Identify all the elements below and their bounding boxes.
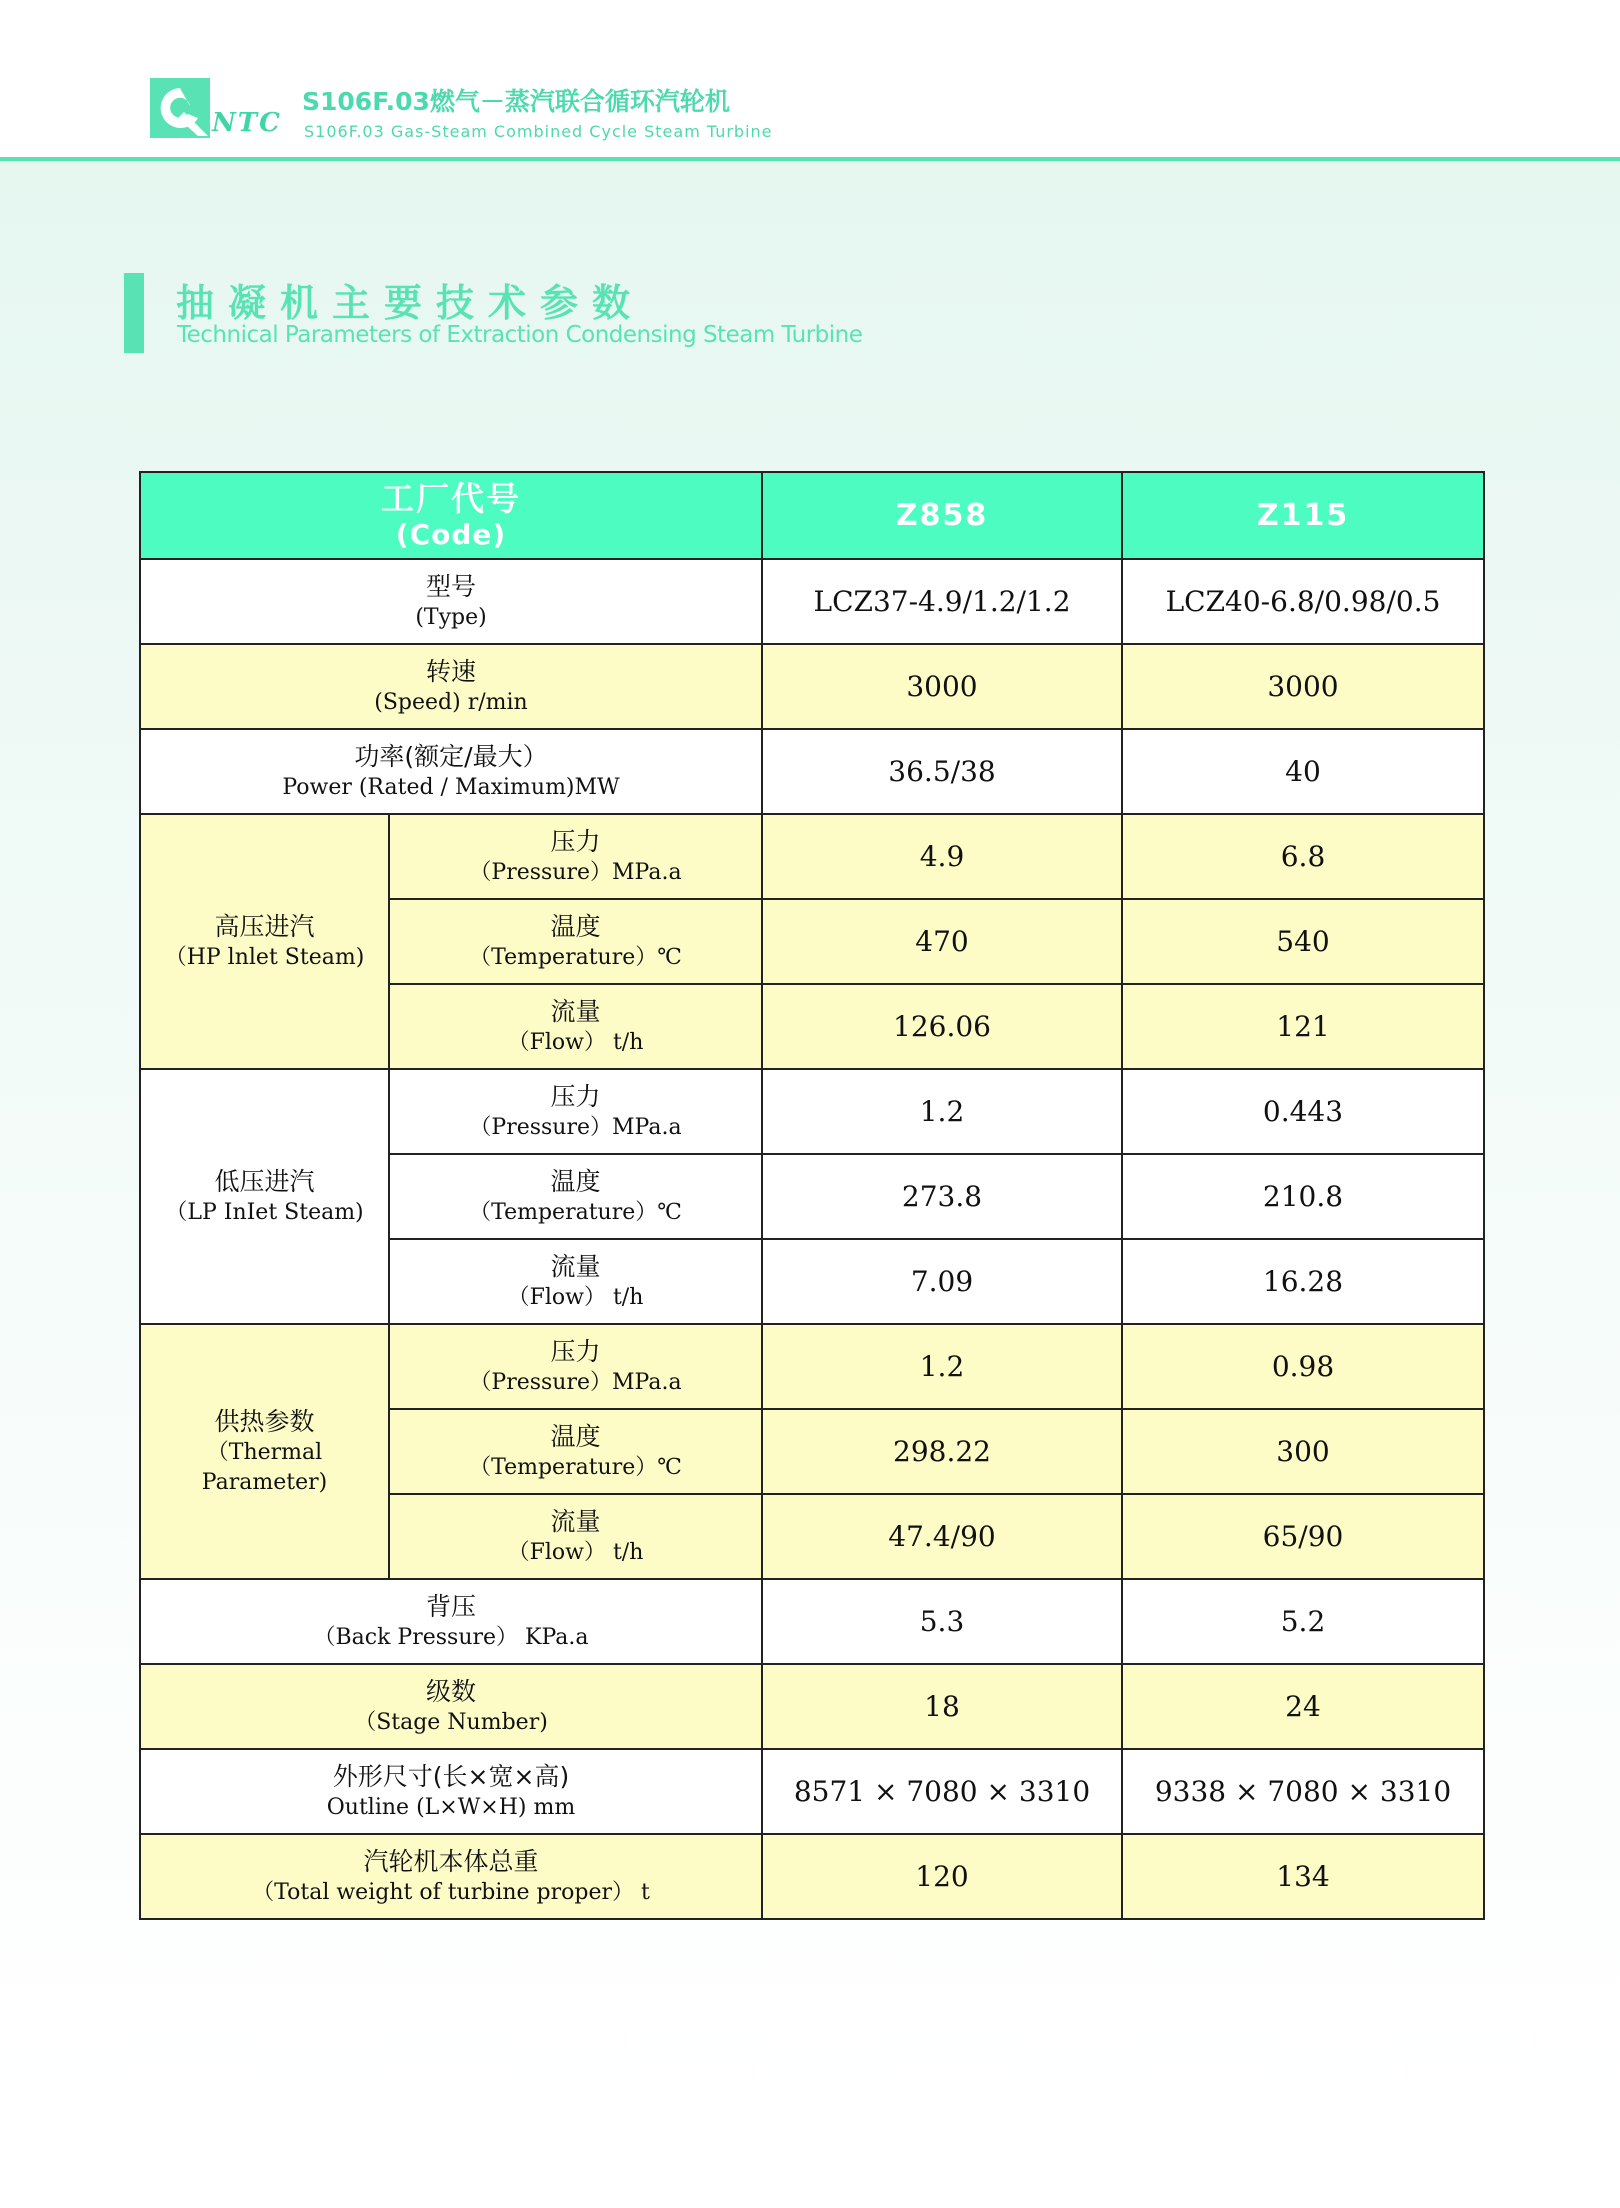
header-col-z115: Z115 <box>1122 472 1484 559</box>
section-title-cn: 抽凝机主要技术参数 <box>176 281 645 325</box>
row-label: 背压 （Back Pressure） KPa.a <box>140 1579 762 1664</box>
cell-value: 5.2 <box>1122 1579 1484 1664</box>
brand-name: NTC <box>212 108 282 138</box>
cell-value: 121 <box>1122 984 1484 1069</box>
sub-label: 流量 （Flow） t/h <box>389 1239 762 1324</box>
cell-value: 4.9 <box>762 814 1122 899</box>
cell-value: 7.09 <box>762 1239 1122 1324</box>
cell-value: 8571 × 7080 × 3310 <box>762 1749 1122 1834</box>
cell-value: 65/90 <box>1122 1494 1484 1579</box>
sub-label: 压力 （Pressure）MPa.a <box>389 1324 762 1409</box>
cell-value: 134 <box>1122 1834 1484 1919</box>
table-header-row <box>140 472 1484 559</box>
row-label: 外形尺寸(长×宽×高) Outline (L×W×H) mm <box>140 1749 762 1834</box>
section-accent-bar <box>124 273 144 353</box>
sub-label: 流量 （Flow） t/h <box>389 984 762 1069</box>
sub-label: 压力 （Pressure）MPa.a <box>389 814 762 899</box>
row-label: 级数 （Stage Number) <box>140 1664 762 1749</box>
row-label: 功率(额定/最大） Power (Rated / Maximum)MW <box>140 729 762 814</box>
table-row-speed <box>140 644 1484 729</box>
cell-value: 1.2 <box>762 1324 1122 1409</box>
cell-value: 126.06 <box>762 984 1122 1069</box>
table-row-lp-pressure <box>140 1069 1484 1154</box>
cell-value: 1.2 <box>762 1069 1122 1154</box>
cell-value: 6.8 <box>1122 814 1484 899</box>
cell-value: 40 <box>1122 729 1484 814</box>
header-col-z858: Z858 <box>762 472 1122 559</box>
table-row-outline <box>140 1749 1484 1834</box>
table-row-thermal-pressure <box>140 1324 1484 1409</box>
group-label-hp: 高压进汽 （HP lnlet Steam) <box>140 814 389 1069</box>
cell-value: 0.443 <box>1122 1069 1484 1154</box>
sub-label: 温度 （Temperature）℃ <box>389 1154 762 1239</box>
cell-value: LCZ40-6.8/0.98/0.5 <box>1122 559 1484 644</box>
cell-value: 5.3 <box>762 1579 1122 1664</box>
cell-value: 36.5/38 <box>762 729 1122 814</box>
table-row-hp-pressure <box>140 814 1484 899</box>
table-row-power <box>140 729 1484 814</box>
header-code-cell: 工厂代号 (Code) <box>140 472 762 559</box>
cell-value: 24 <box>1122 1664 1484 1749</box>
cell-value: 0.98 <box>1122 1324 1484 1409</box>
table-row-weight <box>140 1834 1484 1919</box>
cell-value: 3000 <box>762 644 1122 729</box>
table-row-type <box>140 559 1484 644</box>
cell-value: 120 <box>762 1834 1122 1919</box>
header-divider <box>0 157 1620 161</box>
section-title-en: Technical Parameters of Extraction Condensing Steam Turbine <box>177 322 863 348</box>
table-row-stages <box>140 1664 1484 1749</box>
header-title-cn: S106F.03燃气－蒸汽联合循环汽轮机 <box>302 87 730 116</box>
cell-value: 273.8 <box>762 1154 1122 1239</box>
cell-value: 470 <box>762 899 1122 984</box>
sub-label: 温度 （Temperature）℃ <box>389 1409 762 1494</box>
row-label: 汽轮机本体总重 （Total weight of turbine proper） t <box>140 1834 762 1919</box>
sub-label: 温度 （Temperature）℃ <box>389 899 762 984</box>
group-label-thermal: 供热参数 （Thermal Parameter) <box>140 1324 389 1579</box>
ntc-logo-icon <box>150 78 210 138</box>
cell-value: 9338 × 7080 × 3310 <box>1122 1749 1484 1834</box>
cell-value: LCZ37-4.9/1.2/1.2 <box>762 559 1122 644</box>
sub-label: 压力 （Pressure）MPa.a <box>389 1069 762 1154</box>
table-row-back-pressure <box>140 1579 1484 1664</box>
cell-value: 540 <box>1122 899 1484 984</box>
row-label: 型号 (Type) <box>140 559 762 644</box>
cell-value: 300 <box>1122 1409 1484 1494</box>
cell-value: 47.4/90 <box>762 1494 1122 1579</box>
parameters-table <box>139 471 1485 1920</box>
sub-label: 流量 （Flow） t/h <box>389 1494 762 1579</box>
row-label: 转速 (Speed) r/min <box>140 644 762 729</box>
cell-value: 298.22 <box>762 1409 1122 1494</box>
cell-value: 16.28 <box>1122 1239 1484 1324</box>
cell-value: 3000 <box>1122 644 1484 729</box>
cell-value: 18 <box>762 1664 1122 1749</box>
cell-value: 210.8 <box>1122 1154 1484 1239</box>
group-label-lp: 低压进汽 （LP InIet Steam) <box>140 1069 389 1324</box>
header-title-en: S106F.03 Gas-Steam Combined Cycle Steam Turbine <box>304 122 773 141</box>
